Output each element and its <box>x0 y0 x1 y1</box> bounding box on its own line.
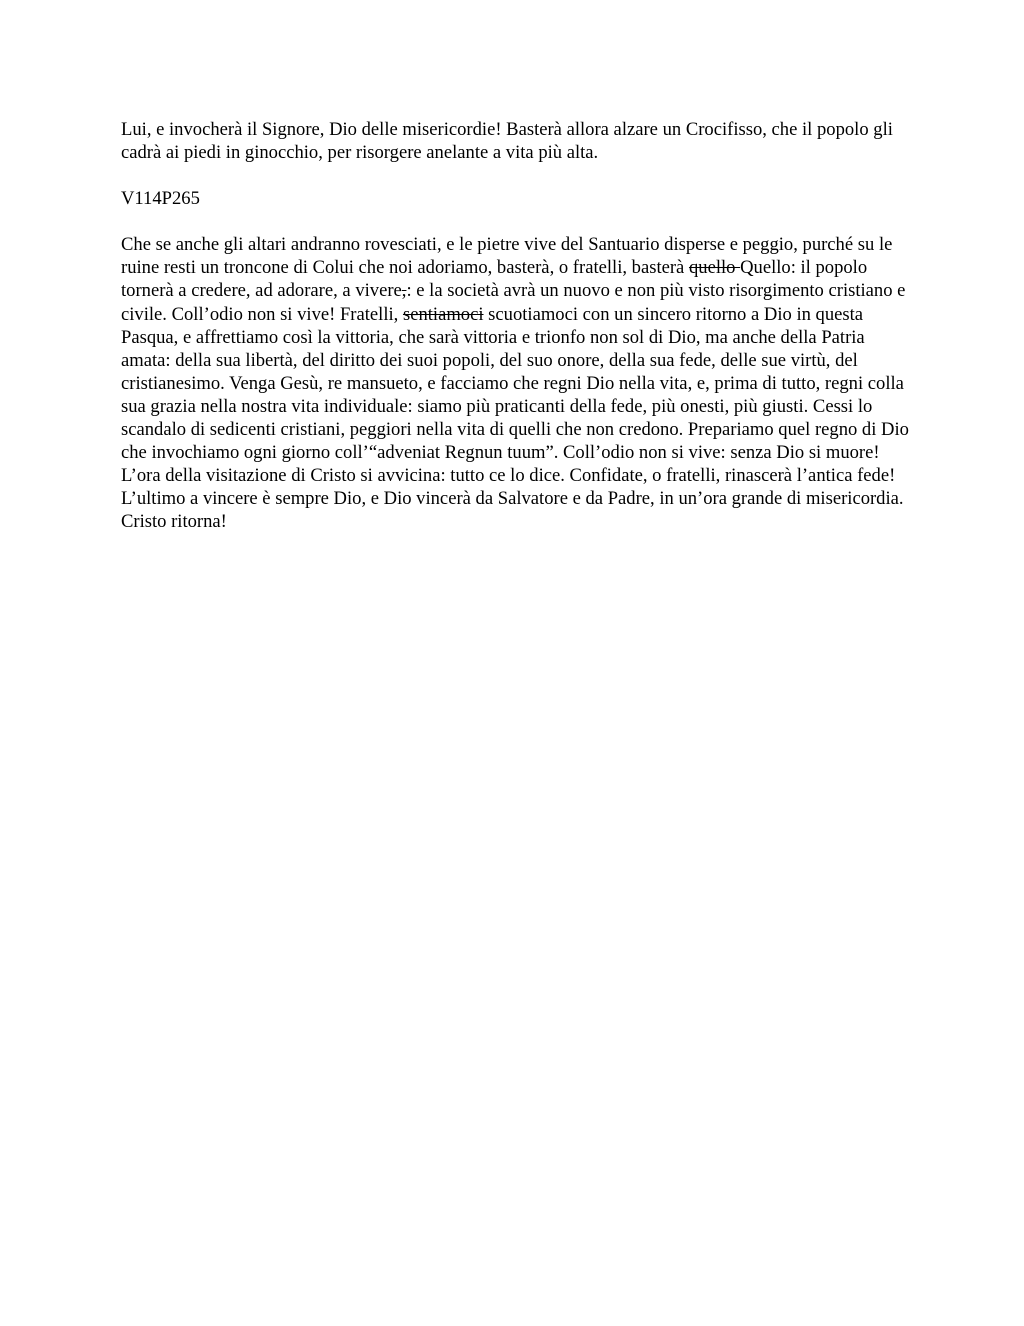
paragraph-3-text-2: Quello: il popolo tornerà a credere, ad adorare, a vivere <box>121 257 868 302</box>
struck-text-comma: , <box>401 280 407 302</box>
struck-text-sentiamoci: sentiamoci <box>402 303 484 325</box>
paragraph-3 <box>121 233 911 533</box>
struck-text-quello: quello <box>688 257 741 279</box>
paragraph-3-text-3: : e la società avrà un nuovo e non più visto risorgimento cristiano e civile. Coll’odio non si vive! Fratelli, <box>121 280 906 325</box>
page-reference: V114P265 <box>121 188 200 210</box>
document-page <box>121 118 911 557</box>
paragraph-3-text-4: scuotiamoci con un sincero ritorno a Dio in questa Pasqua, e affrettiamo così la vittoria, che sarà vittoria e trionfo non sol di Dio, ma anche della Patria amata: della sua libertà, del diritto dei suoi popoli, del suo onore, della sua fede, delle sue virtù, del cristianesimo. Venga Gesù, re mansueto, e facciamo che regni Dio nella vita, e, prima di tutto, regni colla sua grazia nella nostra vita individuale: siamo più praticanti della fede, più onesti, più giusti. Cessi lo scandalo di sedicenti cristiani, peggiori nella vita di quelli che non credono. Prepariamo quel regno di Dio che invochiamo ogni giorno coll’“adveniat Regnun tuum”. Coll’odio non si vive: senza Dio si muore! L’ora della visitazione di Cristo si avvicina: tutto ce lo dice. Confidate, o fratelli, rinascerà l’antica fede! L’ultimo a vincere è sempre Dio, e Dio vincerà da Salvatore e da Padre, in un’ora grande di misericordia. Cristo ritorna! <box>121 303 909 533</box>
paragraph-1: Lui, e invocherà il Signore, Dio delle misericordie! Basterà allora alzare un Crocifisso, che il popolo gli cadrà ai piedi in ginocchio, per risorgere anelante a vita più alta. <box>121 119 893 164</box>
paragraph-3-text-1: Che se anche gli altari andranno rovesciati, e le pietre vive del Santuario disperse e peggio, purché su le ruine resti un troncone di Colui che noi adoriamo, basterà, o fratelli, basterà <box>121 234 893 279</box>
